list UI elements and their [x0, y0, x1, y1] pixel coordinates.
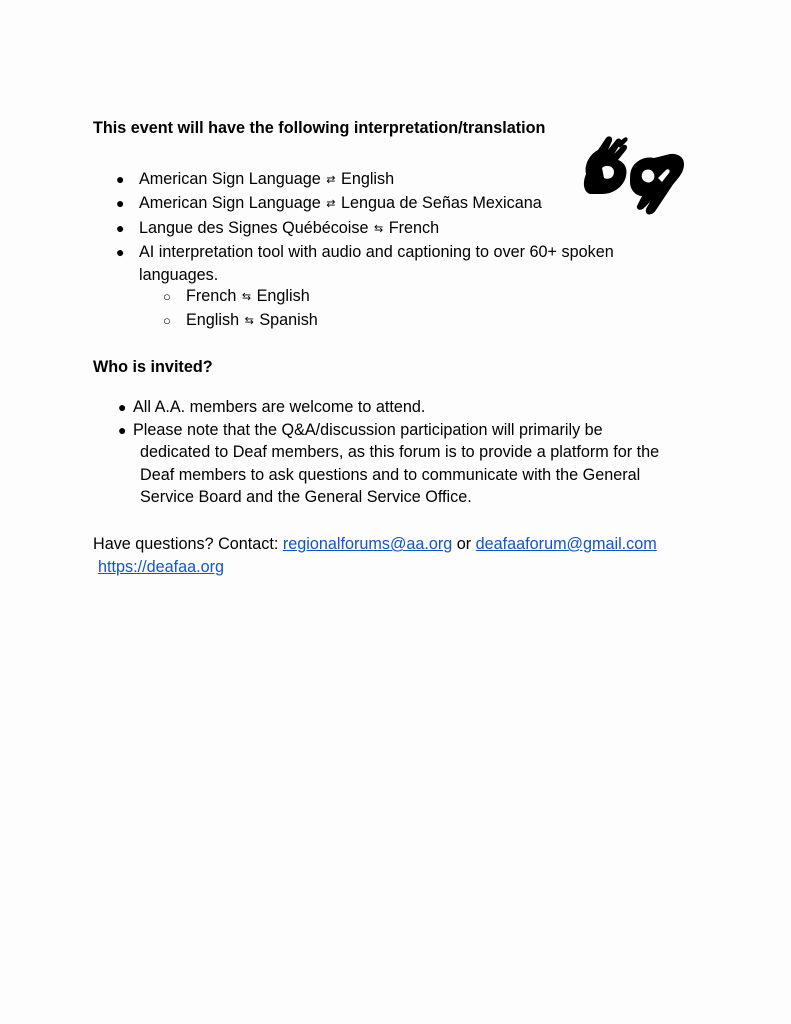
hollow-bullet-icon: ○ [163, 313, 171, 329]
list-item [0, 168, 614, 192]
item-target-language: Spanish [259, 311, 318, 330]
invited-heading: Who is invited? [93, 358, 213, 376]
contact-line [93, 533, 657, 556]
item-source-language: American Sign Language [139, 170, 321, 188]
item-target-language: English [341, 170, 395, 188]
invited-item-text: Service Board and the General Service Office. [140, 488, 472, 506]
list-item [0, 396, 659, 419]
contact-or-text: or [452, 535, 476, 553]
invited-item-text: dedicated to Deaf members, as this forum is to provide a platform for the [140, 443, 660, 461]
invited-list [0, 396, 659, 509]
list-item [0, 419, 659, 442]
bullet-icon: ● [116, 195, 125, 212]
bidirectional-arrow-icon: ⇆ [241, 291, 252, 303]
item-target-language: English [256, 287, 310, 305]
bullet-icon: ● [116, 219, 125, 236]
bidirectional-arrow-icon: ⇄ [326, 198, 336, 211]
contact-prefix: Have questions? Contact: [93, 535, 283, 553]
list-item-continuation [0, 464, 659, 487]
item-source-language: American Sign Language [139, 194, 321, 213]
invited-item-text: Deaf members to ask questions and to communicate with the General [140, 465, 641, 484]
interpretation-heading: This event will have the following interpretation/translation [93, 119, 546, 137]
list-item [0, 192, 614, 216]
list-item-continuation [0, 486, 659, 509]
invited-item-text: All A.A. members are welcome to attend. [133, 398, 426, 416]
item-target-language: French [388, 218, 440, 237]
email-link-deafaaforum[interactable]: deafaaforum@gmail.com [475, 535, 657, 553]
hollow-bullet-icon: ○ [163, 289, 171, 304]
bidirectional-arrow-icon: ⇄ [326, 174, 336, 186]
sublist-item [0, 309, 318, 333]
interpretation-list [0, 168, 614, 287]
sublist-item [0, 285, 318, 309]
sign-language-hands-icon [580, 134, 686, 222]
item-source-language: Langue des Signes Québécoise [139, 218, 369, 237]
ai-item-text: AI interpretation tool with audio and captioning to over 60+ spoken [139, 242, 614, 261]
website-line [98, 556, 224, 579]
bullet-icon: ● [116, 243, 125, 260]
item-source-language: French [186, 287, 237, 305]
email-link-regionalforums[interactable]: regionalforums@aa.org [282, 535, 453, 553]
bullet-icon: ● [116, 171, 125, 187]
invited-item-text: Please note that the Q&A/discussion participation will primarily be [133, 420, 603, 439]
ai-item-text-continued: languages. [139, 266, 219, 285]
list-item [0, 217, 614, 241]
interpretation-sublist [0, 285, 318, 334]
bullet-icon: ● [118, 399, 127, 415]
item-target-language: Lengua de Señas Mexicana [341, 194, 542, 213]
website-link[interactable]: https://deafaa.org [98, 558, 224, 576]
list-item-ai-tool [0, 241, 614, 288]
bidirectional-arrow-icon: ⇆ [374, 222, 384, 235]
bullet-icon: ● [118, 421, 127, 438]
bidirectional-arrow-icon: ⇆ [244, 315, 254, 328]
item-source-language: English [186, 311, 240, 330]
list-item-continuation [0, 441, 659, 464]
